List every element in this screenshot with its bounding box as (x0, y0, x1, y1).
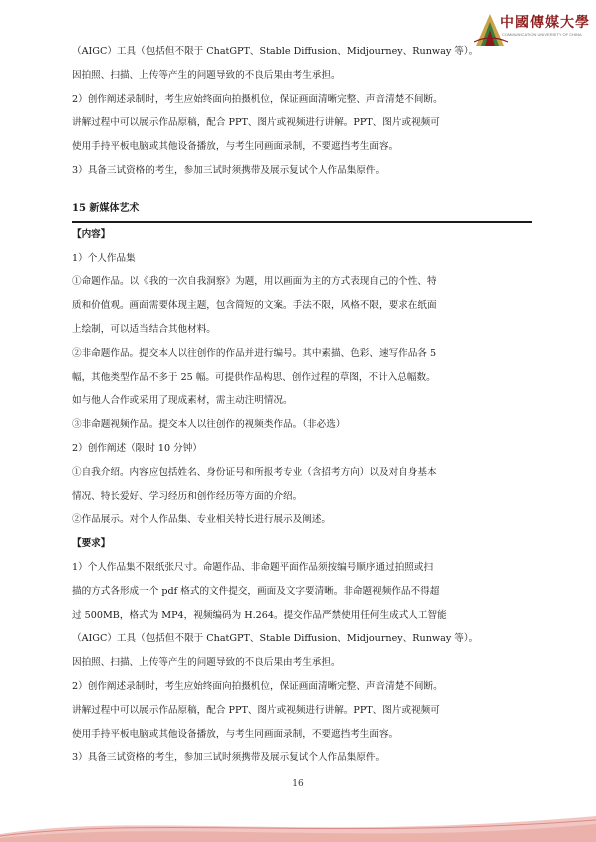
text-line: 如与他人合作或采用了现成素材，需主动注明情况。 (72, 395, 293, 407)
logo-subtext: COMMUNICATION UNIVERSITY OF CHINA (502, 32, 582, 37)
text-line: 因拍照、扫描、上传等产生的问题导致的不良后果由考生承担。 (72, 69, 341, 81)
page-number: 16 (292, 779, 304, 789)
document-body (72, 40, 532, 770)
spacer (72, 183, 532, 195)
text-line: （AIGC）工具（包括但不限于 ChatGPT、Stable Diffusion、Midjourney、Runway 等）。 (72, 46, 479, 57)
section-title: 15 新媒体艺术 (72, 197, 532, 223)
logo-text: 中國傳媒大學 (500, 15, 590, 31)
content-heading: 【内容】 (72, 228, 111, 240)
text-line: 1）个人作品集不限纸张尺寸。命题作品、非命题平面作品须按编号顺序通过拍照或扫 (72, 561, 434, 573)
content-block (72, 247, 532, 533)
text-line: 1）个人作品集 (72, 252, 136, 264)
text-line: 质和价值观。画面需要体现主题，包含简短的文案。手法不限，风格不限，要求在纸面 (72, 300, 437, 312)
text-line: ①自我介绍。内容应包括姓名、身份证号和所报考专业（含招考方向）以及对自身基本 (72, 466, 437, 478)
text-line: 过 500MB，格式为 MP4，视频编码为 H.264。提交作品严禁使用任何生成式人工智能 (72, 609, 447, 621)
text-line: 使用手持平板电脑或其他设备播放，与考生同画面录制，不要遮挡考生面容。 (72, 728, 399, 740)
text-line: 描的方式各形成一个 pdf 格式的文件提交，画面及文字要清晰。非命题视频作品不得超 (72, 585, 440, 597)
text-line: （AIGC）工具（包括但不限于 ChatGPT、Stable Diffusion、Midjourney、Runway 等）。 (72, 633, 479, 645)
text-line: 2）创作阐述录制时，考生应始终面向拍摄机位，保证画面清晰完整、声音清楚不间断。 (72, 680, 443, 692)
text-line: ②非命题作品。提交本人以往创作的作品并进行编号。其中素描、色彩、速写作品各 5 (72, 347, 437, 359)
text-line: ③非命题视频作品。提交本人以往创作的视频类作品。（非必选） (72, 419, 346, 431)
text-line: 3）具备三试资格的考生，参加三试时须携带及展示复试个人作品集原件。 (72, 164, 386, 176)
requirements-heading: 【要求】 (72, 538, 111, 550)
text-line: 3）具备三试资格的考生，参加三试时须携带及展示复试个人作品集原件。 (72, 752, 386, 764)
text-line: 2）创作阐述（限时 10 分钟） (72, 442, 202, 454)
text-line: 讲解过程中可以展示作品原稿，配合 PPT、图片或视频进行讲解。PPT、图片或视频可 (72, 704, 440, 716)
text-line: 上绘制，可以适当结合其他材料。 (72, 323, 216, 335)
top-block (72, 40, 532, 183)
requirements-block (72, 556, 532, 770)
text-line: 讲解过程中可以展示作品原稿，配合 PPT、图片或视频进行讲解。PPT、图片或视频可 (72, 117, 440, 129)
text-line: 因拍照、扫描、上传等产生的问题导致的不良后果由考生承担。 (72, 657, 341, 669)
text-line: ②作品展示。对个人作品集、专业相关特长进行展示及阐述。 (72, 514, 332, 526)
footer-wave-decoration (0, 806, 596, 842)
text-line: ①命题作品。以《我的一次自我洞察》为题，用以画面为主的方式表现自己的个性、特 (72, 276, 437, 288)
text-line: 幅，其他类型作品不多于 25 幅。可提供作品构思、创作过程的草图，不计入总幅数。 (72, 371, 436, 383)
text-line: 2）创作阐述录制时，考生应始终面向拍摄机位，保证画面清晰完整、声音清楚不间断。 (72, 93, 443, 105)
text-line: 使用手持平板电脑或其他设备播放，与考生同画面录制，不要遮挡考生面容。 (72, 141, 399, 153)
text-line: 情况、特长爱好、学习经历和创作经历等方面的介绍。 (72, 490, 303, 502)
